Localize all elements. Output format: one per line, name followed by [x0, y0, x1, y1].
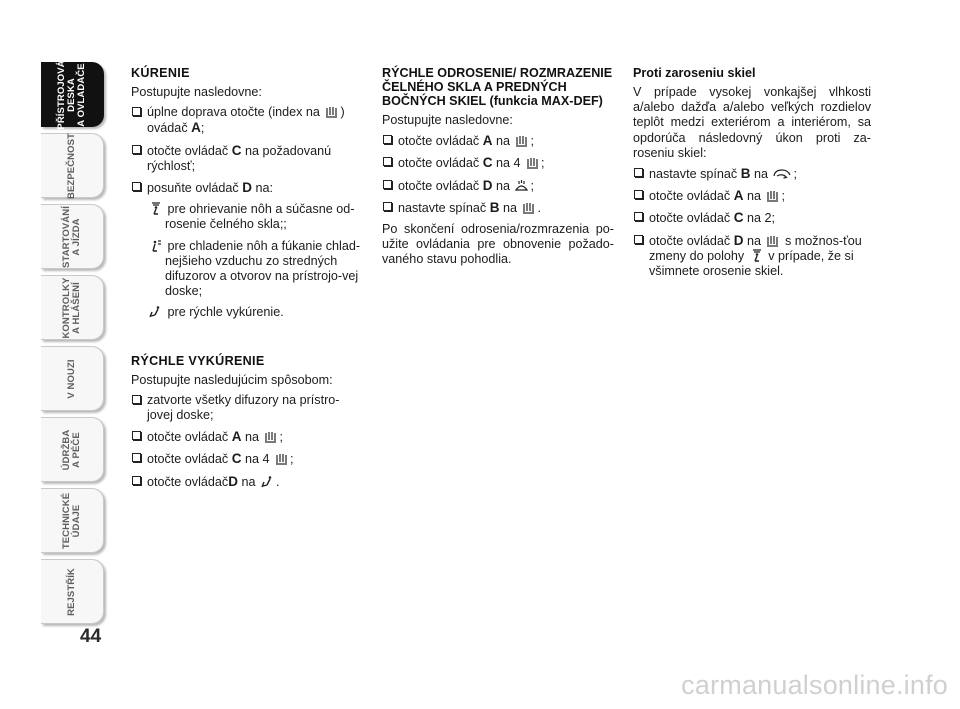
recirculation-icon [773, 167, 791, 180]
control-key-label: C [482, 155, 493, 171]
tab-startovani-a-jizda[interactable] [41, 204, 104, 269]
page-number: 44 [80, 626, 102, 647]
fan-heat-icon [526, 156, 539, 169]
control-key-label: C [231, 142, 242, 158]
control-key-label: C [733, 210, 744, 226]
list-item: pre chladenie nôh a fúkanie chlad-nejšieho vzduchu zo stredných difuzorov a otvorov na prístrojo-vej doske; [131, 239, 363, 300]
column-anti-fog [633, 66, 871, 285]
section-heading-anti-fog: Proti zaroseniu skiel [633, 66, 756, 80]
tab-pristrojova-deska[interactable] [41, 59, 104, 130]
windshield-feet-icon [149, 202, 162, 215]
list-item: otočte ovládač A na ; [633, 188, 871, 204]
watermark: carmanualsonline.info [681, 670, 948, 700]
control-key-label: A [733, 188, 744, 204]
section-heading-quick-heating: RÝCHLE VYKÚRENIE [131, 353, 265, 368]
fan-heat-icon [522, 201, 535, 214]
steps-list [633, 166, 871, 279]
tab-kontrolky-a-hlaseni[interactable] [41, 275, 104, 340]
column-heating [131, 66, 363, 496]
list-item: otočte ovládačD na . [131, 474, 363, 490]
control-key-label: B [740, 166, 751, 182]
tab-rejstrik[interactable] [41, 559, 104, 624]
list-item: otočte ovládač A na ; [131, 429, 363, 445]
control-key-label: A [191, 120, 201, 136]
tab-label: TECHNICKÉ ÚDAJE [61, 492, 82, 549]
list-item: otočte ovládač A na ; [382, 133, 614, 149]
intro-text: Postupujte nasledovne: [382, 113, 513, 127]
list-item: posuňte ovládač D na: [131, 180, 363, 196]
steps-list [131, 393, 363, 490]
control-key-label: A [482, 133, 493, 149]
list-item: nastavte spínač B na . [382, 200, 614, 216]
list-item: pre rýchle vykúrenie. [131, 305, 363, 320]
tab-label: V NOUZI [66, 358, 77, 399]
list-item: otočte ovládač C na 2; [633, 210, 871, 226]
list-item: otočte ovládač C na 4 ; [131, 451, 363, 467]
list-item: nastavte spínač B na ; [633, 166, 871, 182]
control-key-label: B [489, 199, 500, 215]
column-max-def [382, 66, 614, 273]
tab-label: STARTOVÁNÍ A JÍZDA [61, 205, 82, 268]
tab-label: REJSTŘÍK [66, 567, 77, 616]
steps-list [382, 133, 614, 216]
control-key-label: D [228, 473, 238, 489]
list-item: zatvorte všetky difuzory na prístro-jovej doske; [131, 393, 363, 423]
fan-heat-icon [766, 234, 779, 247]
control-key-label: A [231, 429, 242, 445]
fan-heat-icon [515, 134, 528, 147]
control-key-label: D [242, 180, 252, 196]
control-key-label: D [482, 177, 493, 193]
list-item: otočte ovládač C na 4 ; [382, 155, 614, 171]
tab-v-nouzi[interactable] [41, 346, 104, 411]
control-key-label: C [231, 451, 242, 467]
tab-bezpecnost[interactable] [41, 133, 104, 198]
feet-icon [261, 475, 274, 488]
fan-heat-icon [325, 105, 338, 118]
intro-text: Postupujte nasledovne: [131, 85, 262, 99]
windshield-feet-icon [750, 249, 763, 262]
closing-paragraph: Po skončení odrosenia/rozmrazenia po-užite ovládania pre obnovenie požado-vaného stavu pohodlia. [382, 222, 614, 267]
tab-udrzba-a-pece[interactable] [41, 417, 104, 482]
list-item: otočte ovládač D na s možnos-ťou zmeny do polohy v prípade, že si všimnete orosenie skiel. [633, 233, 871, 280]
tab-label: ÚDRŽBA A PÉČE [61, 429, 82, 470]
tab-label: BEZPEČNOST [66, 132, 77, 199]
fan-heat-icon [264, 430, 277, 443]
list-item: pre ohrievanie nôh a súčasne od-rosenie čelného skla;; [131, 202, 363, 232]
tab-label: PŘÍSTROJOVÁ DESKA A OVLADAČE [56, 59, 87, 130]
list-item: otočte ovládač D na ; [382, 178, 614, 194]
fan-heat-icon [275, 452, 288, 465]
chapter-tabs [41, 59, 109, 630]
feet-icon [149, 305, 162, 318]
tab-label: KONTROLKY A HLÁŠENÍ [61, 276, 82, 339]
intro-text: V prípade vysokej vonkajšej vlhkosti a/alebo dažďa a/alebo veľkých rozdielov teplôt medzi exteriérom a interiérom, sa opdorúča následovný úkon proti za-roseniu skiel: [633, 85, 871, 160]
list-item: otočte ovládač C na požadovanú rýchlosť; [131, 143, 363, 174]
section-heading-heating: KÚRENIE [131, 66, 190, 80]
face-feet-icon [149, 239, 162, 252]
control-key-label: D [733, 232, 744, 248]
fan-heat-icon [766, 189, 779, 202]
intro-text: Postupujte nasledujúcim spôsobom: [131, 372, 333, 387]
steps-list [131, 105, 363, 320]
list-item: úplne doprava otočte (index na ) ovádač A; [131, 105, 363, 136]
defrost-icon [515, 179, 528, 192]
section-heading-max-def: RÝCHLE ODROSENIE/ ROZMRAZENIE ČELNÉHO SKLA A PREDNÝCH BOČNÝCH SKIEL (funkcia MAX-DEF) [382, 66, 613, 108]
tab-technicke-udaje[interactable] [41, 488, 104, 553]
